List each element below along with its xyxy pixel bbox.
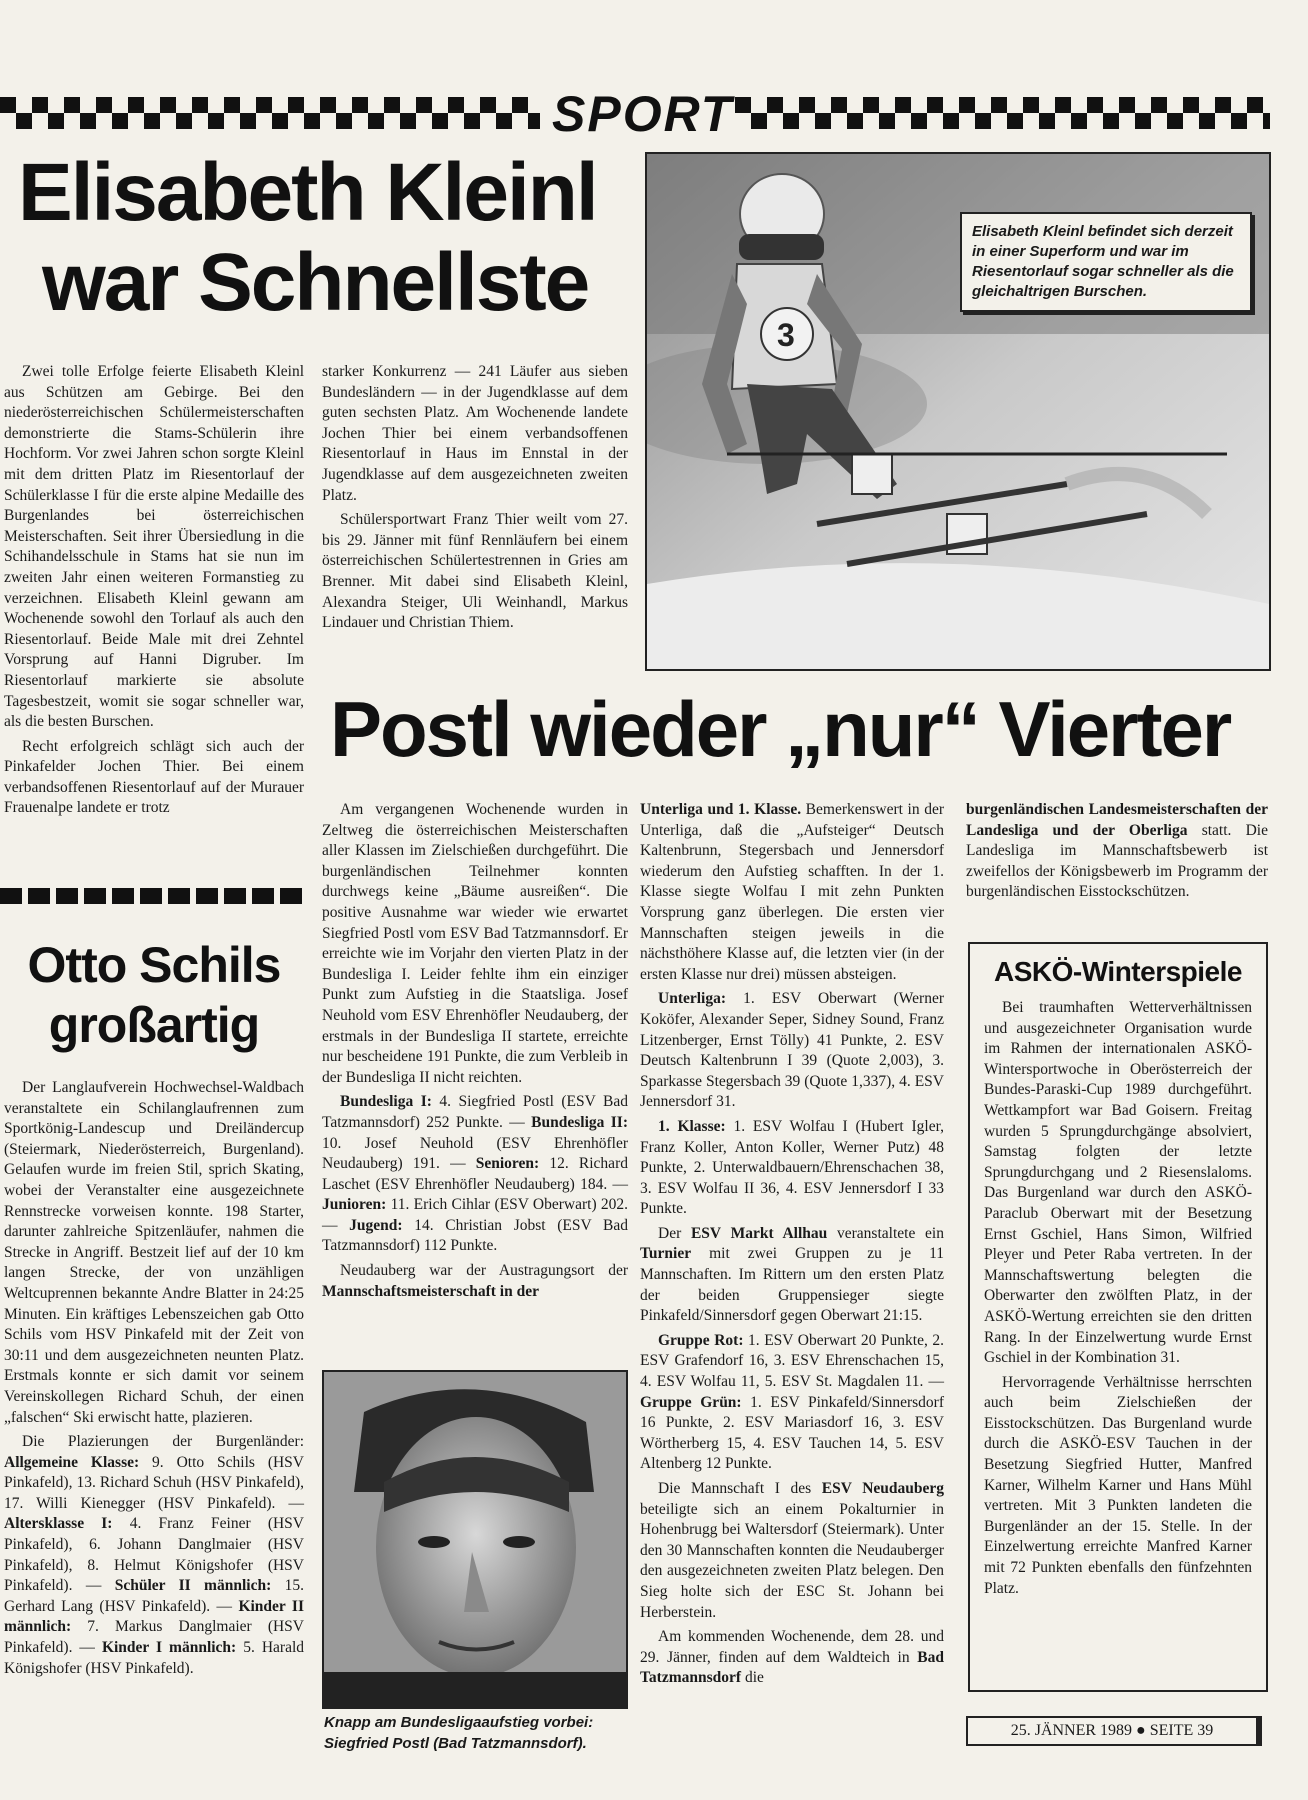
results-text: 1. ESV Pinkafeld/Sinnersdorf 16 Punkte, 2. ESV Mariasdorf 16, 3. ESV Wörtherberg 15, 4. ESV Tauchen 14, 5. ESV Altenberg 12 Punkte. (640, 1393, 944, 1473)
article3-text: mit zwei Gruppen zu je 11 Mannschaften. Im Rittern um den ersten Platz der beiden Gruppensieger siegte Pinkafeld/Sinnersdorf gegen Oberwart 21:15. (640, 1245, 944, 1325)
article3-col3 (966, 800, 1268, 903)
checker-band-left (0, 97, 540, 129)
article3-bold-text: Turnier (640, 1245, 692, 1263)
article1-headline (18, 147, 638, 328)
results-text: 1. ESV Wolfau I (Hubert Igler, Franz Koller, Anton Koller, Werner Putz) 48 Punkte, 2. Unterwaldbauern/Ehrenschachen 38, 3. ESV Wolfau II 36, 4. ESV Jennersdorf I 33 Punkte. (640, 1117, 944, 1218)
results-text: 11. Erich Cihlar (ESV Oberwart) 202. — (322, 1196, 628, 1234)
page-footer (966, 1716, 1262, 1746)
results-intro: Die Plazierungen der Burgenländer: (22, 1433, 304, 1451)
article3-results (640, 1331, 944, 1475)
article3-text: Neudauberg war der Austragungsort der (340, 1262, 628, 1280)
article3-bold-text: Unterliga und 1. Klasse. (640, 801, 802, 818)
article3-paragraph: Am vergangenen Wochenende wurden in Zeltweg die österreichischen Meisterschaften aller Klassen im Zielschießen durchgeführt. Die burgenländischen Teilnehmer konnten durchwegs keine „Bäume ausreißen“. Die positive Ausnahme war wieder wie erwartet Siegfried Postl vom ESV Bad Tatzmannsdorf. Er erreichte wie im Vorjahr den vierten Platz in der Bundesliga I. Leider fehlte ihm ein einziger Punkt zum Aufstieg in die Staatsliga. Josef Neuhold vom ESV Ehrenhöfler Neudauberg, der erstmals in der Bundesliga II startete, erreichte nur bescheidene 191 Punkte, die zum Verbleib in der Bundesliga II nicht reichten. (322, 801, 628, 1086)
article1-paragraph: Zwei tolle Erfolge feierte Elisabeth Kleinl aus Schützen am Gebirge. Bei den niederösterreichischen Schülermeisterschaften demonstrierte die Stams-Schülerin ihre Hochform. Vor zwei Jahren schon sorgte Kleinl mit dem dritten Platz im Riesentorlauf der Schülerklasse I für die erste alpine Medaille des Burgenlandes bei österreichischen Meisterschaften. Seit ihrer Übersiedlung in die Schihandelsschule in Stams hat sie nun im zweiten Jahr einen weiteren Formanstieg zu verzeichnen. Elisabeth Kleinl gewann am Wochenende sowohl den Torlauf als auch den Riesentorlauf. Beide Male mit drei Zehntel Vorsprung auf Hanni Digruber. Im Riesentorlauf markierte sie absolute Tagesbestzeit, womit sie sogar schneller war, als die besten Burschen. (4, 363, 304, 731)
article2-headline-line1: Otto Schils (27, 937, 281, 993)
article2-headline (4, 937, 304, 1053)
article3-text: beteiligte sich an einem Pokalturnier in Hohenbrugg bei Waltersdorf (Steiermark). Unter den 30 Mannschaften konnten die Neudauberger den ausgezeichneten zweiten Platz belegen. Den Sieg holte sich der ESC St. Johann bei Herberstein. (640, 1500, 944, 1621)
askoe-body (984, 998, 1252, 1599)
article3-results (640, 1117, 944, 1220)
results-label: Junioren: (322, 1196, 387, 1214)
results-text: 14. Christian Jobst (ESV Bad Tatzmannsdorf) 112 Punkte. (322, 1216, 628, 1255)
article3-text: Bemerkenswert in der Unterliga, daß die „Aufsteiger“ Deutsch Kaltenbrunn, Stegersbach und Jennersdorf wiederum den Aufstieg schafften. In der 1. Klasse siegte Wolfau I mit zehn Punkten Vorsprung ganz überlegen. Die ersten vier Mannschaften steigen jeweils in die nächsthöhere Klasse auf, die letzten vier (in der ersten Klasse nur drei) müssen absteigen. (640, 801, 944, 983)
askoe-title: ASKÖ-Winterspiele (994, 956, 1242, 987)
results-label: Senioren: (475, 1155, 540, 1173)
article3-paragraph (640, 1627, 944, 1689)
article3-col1 (322, 800, 628, 1302)
footer-date-page: 25. JÄNNER 1989 ● SEITE 39 (1010, 1722, 1214, 1739)
checker-band-right (735, 97, 1270, 129)
results-text: 1. ESV Oberwart (Werner Koköfer, Alexander Seper, Sidney Sound, Franz Litzenberger, Ernst Tölly) 41 Punkte, 2. ESV Deutsch Kaltenbrunn I 39 (Quote 2,003), 3. Sparkasse Stegersbach 39 (Quote 1,337), 4. ESV Jennersdorf 31. (640, 990, 944, 1111)
portrait-illustration (324, 1372, 626, 1707)
article3-text: Am kommenden Wochenende, dem 28. und 29. Jänner, finden auf dem Waldteich in (640, 1628, 944, 1666)
askoe-paragraph: Bei traumhaften Wetterverhältnissen und ausgezeichneter Organisation wurde im Rahmen der internationalen ASKÖ-Wintersportwoche in Oberösterreich der Bundes-Paraski-Cup 1989 durchgeführt. Wettkampfort war Bad Goisern. Freitag wurden 5 Sprungdurchgänge absolviert, Samstag folgten der letzte Sprungdurchgang und 2 Riesenslaloms. Das Burgenland war durch den ASKÖ-Paraclub Oberwart mit der Besetzung Ernst Gschiel, Hans Simon, Wilfried Pleyer und Peter Raba vertreten. In der Mannschaftswertung belegten die Oberwarter den zwölften Platz, in der ASKÖ-Wertung erreichten sie den dritten Rang. In der Einzelwertung wurde Ernst Gschiel in der Kombination 31. (984, 999, 1252, 1367)
article1-headline-line1: Elisabeth Kleinl (18, 147, 597, 238)
article3-text: die (741, 1669, 764, 1687)
article3-text: Die Mannschaft I des (658, 1480, 822, 1497)
article3-paragraph (640, 1479, 944, 1623)
results-text: 15. Gerhard Lang (HSV Pinkafeld). — (4, 1577, 304, 1615)
results-label: Allgemeine Klasse: (4, 1453, 140, 1471)
article2-headline-line2: großartig (48, 997, 260, 1053)
results-label: 1. Klasse: (658, 1117, 726, 1135)
results-text: 4. Siegfried Postl (ESV Bad Tatzmannsdorf) 252 Punkte. — (322, 1093, 628, 1131)
results-text: 12. Richard Laschet (ESV Ehrenhöfler Neudauberg) 184. — (322, 1155, 628, 1193)
article3-paragraph (640, 800, 944, 985)
article3-bold-text: burgenländischen Landesmeisterschaften der Landesliga und der Oberliga (966, 801, 1268, 839)
article3-bold-text: Bad Tatzmannsdorf (640, 1648, 944, 1687)
portrait-caption (324, 1712, 634, 1754)
results-text: 10. Josef Neuhold (ESV Ehrenhöfler Neudauberg) 191. — (322, 1134, 628, 1173)
results-text: 5. Harald Königshofer (HSV Pinkafeld). (4, 1639, 304, 1677)
portrait-caption-text: Knapp am Bundesligaaufstieg vorbei: Siegfried Postl (Bad Tatzmannsdorf). (324, 1714, 594, 1752)
article1-paragraph: starker Konkurrenz — 241 Läufer aus sieben Bundesländern — in der Jugendklasse auf dem guten sechsten Platz. Am Wochenende landete Jochen Thier bei einem verbandsoffenen Riesentorlauf in Haus im Ennstal in der Jugendklasse auf dem ausgezeichneten zweiten Platz. (322, 363, 628, 504)
article2-body (4, 1078, 304, 1679)
askoe-box (968, 942, 1268, 1692)
skier-caption-text: Elisabeth Kleinl befindet sich derzeit in einer Superform und war im Riesentorlauf sogar schneller als die gleichaltrigen Burschen. (972, 223, 1234, 300)
article2-results (4, 1432, 304, 1679)
article3-paragraph (640, 1224, 944, 1327)
article1-col1 (4, 362, 304, 819)
article3-bold-text: Mannschaftsmeisterschaft in der (322, 1282, 539, 1300)
skier-photo-caption (960, 212, 1252, 312)
article1-col2 (322, 362, 628, 634)
article3-col2 (640, 800, 944, 1689)
results-label: Altersklasse I: (4, 1515, 113, 1533)
article3-paragraph (966, 800, 1268, 903)
section-label: SPORT (552, 86, 734, 142)
article3-text: Der (658, 1224, 691, 1242)
article2-paragraph: Der Langlaufverein Hochwechsel-Waldbach veranstaltete ein Schilanglaufrennen zum Sportkönig-Landescup und Dreiländercup (Steiermark, Niederösterreich, Burgenland). Gelaufen wurde im freien Stil, sprich Skating, wobei der Veranstalter eine ausgezeichnete Rennstrecke vorweisen konnte. 198 Starter, darunter zahlreiche Spitzenläufer, nahmen die Strecke in Angriff. Bestzeit lief auf der 10 km langen Strecke, der von unzähligen Weltcuprennen bekannte Andre Blatter in 24:25 Minuten. Ein kräftiges Lebenszeichen gab Otto Schils vom HSV Pinkafeld mit der Zeit von 30:11 und dem ausgezeichneten neunten Platz. Erstmals konnte er sich damit vor seinem Vereinskollegen Richard Schuh, der einen „falschen“ Ski erwischt hatte, plazieren. (4, 1079, 304, 1426)
results-text: 1. ESV Oberwart 20 Punkte, 2. ESV Grafendorf 16, 3. ESV Ehrenschachen 15, 4. ESV Wolfau 11, 5. ESV St. Magdalen 11. — (640, 1331, 944, 1391)
section-divider (0, 888, 302, 904)
results-label: Jugend: (349, 1216, 403, 1234)
portrait-photo (322, 1370, 628, 1709)
results-label: Kinder II männlich: (4, 1597, 304, 1636)
article3-bold-text: ESV Markt Allhau (690, 1224, 828, 1242)
results-label: Bundesliga II: (531, 1113, 628, 1131)
results-label: Schüler II männlich: (114, 1577, 272, 1595)
article3-text: statt. Die Landesliga im Mannschaftsbewerb ist zweifellos der Königsbewerb im Programm der burgenländischen Eisstockschützen. (966, 821, 1268, 901)
svg-text:3: 3 (777, 317, 795, 353)
article3-results (322, 1092, 628, 1257)
results-label: Bundesliga I: (340, 1093, 432, 1111)
results-text: 7. Markus Danglmaier (HSV Pinkafeld). — (4, 1618, 304, 1657)
article3-results (640, 989, 944, 1113)
article3-text: veranstaltete ein (827, 1224, 944, 1242)
results-label: Unterliga: (658, 990, 727, 1008)
article1-paragraph: Recht erfolgreich schlägt sich auch der Pinkafelder Jochen Thier. Bei einem verbandsoffenen Riesentorlauf auf der Murauer Frauenalpe landete er trotz (4, 737, 304, 817)
askoe-paragraph: Hervorragende Verhältnisse herrschten auch beim Zielschießen der Eisstockschützen. Das Burgenland wurde durch die ASKÖ-ESV Tauchen in der Besetzung Siegfried Hutter, Manfred Karner, Wilhelm Karner und Hans Mühl vertreten. Mit 3 Punkten landeten die Burgenländer an der 15. Stelle. In der Einzelwertung erreichte Manfred Karner mit 72 Punkten ebenfalls den fünfzehnten Platz. (984, 1373, 1252, 1597)
article1-headline-line2: war Schnellste (42, 237, 589, 328)
article3-headline: Postl wieder „nur“ Vierter (330, 685, 1231, 773)
article1-paragraph: Schülersportwart Franz Thier weilt vom 27. bis 29. Jänner mit fünf Rennläufern bei einem österreichischen Schülertestrennen in Gries am Brenner. Mit dabei sind Elisabeth Kleinl, Alexandra Steiger, Uli Weinhandl, Markus Lindauer und Christian Thiem. (322, 511, 628, 632)
results-label: Kinder I männlich: (101, 1639, 237, 1657)
article3-bold-text: ESV Neudauberg (821, 1480, 945, 1497)
article3-paragraph (322, 1261, 628, 1302)
results-label: Gruppe Rot: (658, 1331, 744, 1349)
results-text: 4. Franz Feiner (HSV Pinkafeld), 6. Johann Danglmaier (HSV Pinkafeld), 8. Helmut Königshofer (HSV Pinkafeld). — (4, 1515, 304, 1595)
results-text: 9. Otto Schils (HSV Pinkafeld), 13. Richard Schuh (HSV Pinkafeld), 17. Willi Kienegger (HSV Pinkafeld). — (4, 1453, 304, 1512)
results-label: Gruppe Grün: (640, 1393, 742, 1411)
